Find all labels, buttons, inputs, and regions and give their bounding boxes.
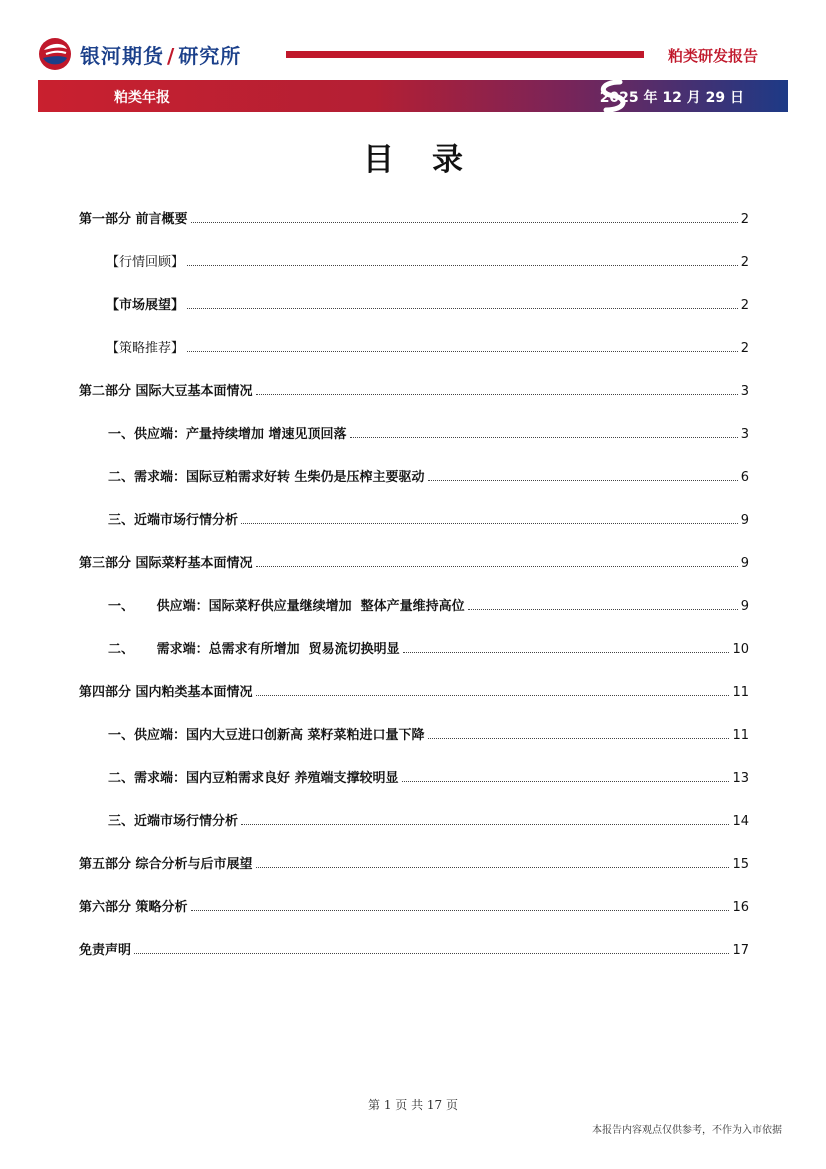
toc-leader xyxy=(256,565,738,567)
toc-entry[interactable] xyxy=(108,422,749,442)
toc-entry[interactable] xyxy=(79,852,749,872)
galaxy-logo-icon xyxy=(36,36,74,72)
toc-entry-label: 第三部分 国际菜籽基本面情况 xyxy=(79,556,253,571)
toc-leader xyxy=(191,909,730,911)
toc-entry[interactable] xyxy=(108,637,749,657)
toc-leader xyxy=(256,866,730,868)
institute-text: 研究所 xyxy=(178,43,242,68)
toc-entry[interactable] xyxy=(108,809,749,829)
toc-entry[interactable] xyxy=(108,723,749,743)
toc-leader xyxy=(134,952,729,954)
toc-entry-label: 【策略推荐】 xyxy=(106,341,185,356)
toc-entry-label: 第一部分 前言概要 xyxy=(79,212,188,227)
toc-entry-page: 3 xyxy=(740,427,749,442)
toc-leader xyxy=(241,823,729,825)
toc-entry-page: 2 xyxy=(740,341,749,356)
toc-entry-page: 13 xyxy=(732,771,749,786)
toc-entry-page: 6 xyxy=(740,470,749,485)
toc-entry[interactable] xyxy=(106,250,749,270)
toc-leader xyxy=(350,436,738,438)
banner-date: 2025 年 12 月 29 日 xyxy=(599,90,744,106)
toc-entry-label: 一、供应端：产量持续增加 增速见顶回落 xyxy=(108,427,347,442)
toc-entry[interactable] xyxy=(79,379,749,399)
toc-entry[interactable] xyxy=(79,207,749,227)
toc-entry[interactable] xyxy=(108,465,749,485)
toc-entry-page: 10 xyxy=(732,642,749,657)
toc-entry-label: 【行情回顾】 xyxy=(106,255,185,270)
toc-leader xyxy=(428,737,730,739)
header-logo xyxy=(36,36,241,72)
toc-leader xyxy=(428,479,738,481)
toc-entry-label: 三、近端市场行情分析 xyxy=(108,814,239,829)
toc-entry-label: 一、 供应端：国际菜籽供应量继续增加 整体产量维持高位 xyxy=(108,599,465,614)
toc-entry[interactable] xyxy=(108,594,749,614)
brand-text: 银河期货 xyxy=(80,43,164,68)
toc-entry-page: 14 xyxy=(732,814,749,829)
toc-title: 目录 xyxy=(363,142,501,178)
toc-entry-page: 11 xyxy=(732,685,749,700)
toc-entry[interactable] xyxy=(108,766,749,786)
toc-entry-label: 免责声明 xyxy=(79,943,132,958)
toc-entry-page: 2 xyxy=(740,298,749,313)
toc-entry-page: 3 xyxy=(740,384,749,399)
toc-leader xyxy=(187,350,738,352)
toc-entry-label: 【市场展望】 xyxy=(106,298,185,313)
toc-entry-page: 11 xyxy=(732,728,749,743)
toc-entry[interactable] xyxy=(108,508,749,528)
toc-entry-page: 2 xyxy=(740,212,749,227)
toc-entry-label: 第二部分 国际大豆基本面情况 xyxy=(79,384,253,399)
header-red-bar xyxy=(286,51,644,58)
toc-leader xyxy=(403,651,730,653)
toc-leader xyxy=(187,307,738,309)
brand-name xyxy=(80,40,241,69)
report-type: 粕类研发报告 xyxy=(667,47,758,65)
toc-entry[interactable] xyxy=(79,895,749,915)
toc-leader xyxy=(468,608,738,610)
toc-entry-label: 二、 需求端：总需求有所增加 贸易流切换明显 xyxy=(108,642,400,657)
toc-entry[interactable] xyxy=(79,938,749,958)
header-banner xyxy=(38,80,788,112)
banner-category: 粕类年报 xyxy=(114,90,170,106)
toc-leader xyxy=(256,694,730,696)
footer-disclaimer: 本报告内容观点仅供参考，不作为入市依据 xyxy=(592,1125,782,1136)
toc-entry-page: 2 xyxy=(740,255,749,270)
toc-entry-label: 一、供应端：国内大豆进口创新高 菜籽菜粕进口量下降 xyxy=(108,728,425,743)
toc-entry-page: 9 xyxy=(740,513,749,528)
toc-leader xyxy=(191,221,738,223)
toc-entry-label: 二、需求端：国内豆粕需求良好 养殖端支撑较明显 xyxy=(108,771,399,786)
toc-entry-label: 三、近端市场行情分析 xyxy=(108,513,239,528)
toc-entry-page: 15 xyxy=(732,857,749,872)
toc-entry-page: 9 xyxy=(740,599,749,614)
toc-entry-page: 9 xyxy=(740,556,749,571)
page-number: 第 1 页 共 17 页 xyxy=(368,1098,458,1112)
toc-entry[interactable] xyxy=(106,293,749,313)
toc-entry-label: 第五部分 综合分析与后市展望 xyxy=(79,857,253,872)
toc-entry-label: 二、需求端：国际豆粕需求好转 生柴仍是压榨主要驱动 xyxy=(108,470,425,485)
toc-leader xyxy=(402,780,730,782)
toc-entry-page: 17 xyxy=(732,943,749,958)
toc-entry-page: 16 xyxy=(732,900,749,915)
toc-entry[interactable] xyxy=(79,680,749,700)
toc-leader xyxy=(241,522,738,524)
toc-entry[interactable] xyxy=(79,551,749,571)
toc-entry[interactable] xyxy=(106,336,749,356)
toc-entry-label: 第四部分 国内粕类基本面情况 xyxy=(79,685,253,700)
brand-slash: / xyxy=(167,43,176,68)
toc-leader xyxy=(187,264,738,266)
toc-entry-label: 第六部分 策略分析 xyxy=(79,900,188,915)
toc-leader xyxy=(256,393,738,395)
